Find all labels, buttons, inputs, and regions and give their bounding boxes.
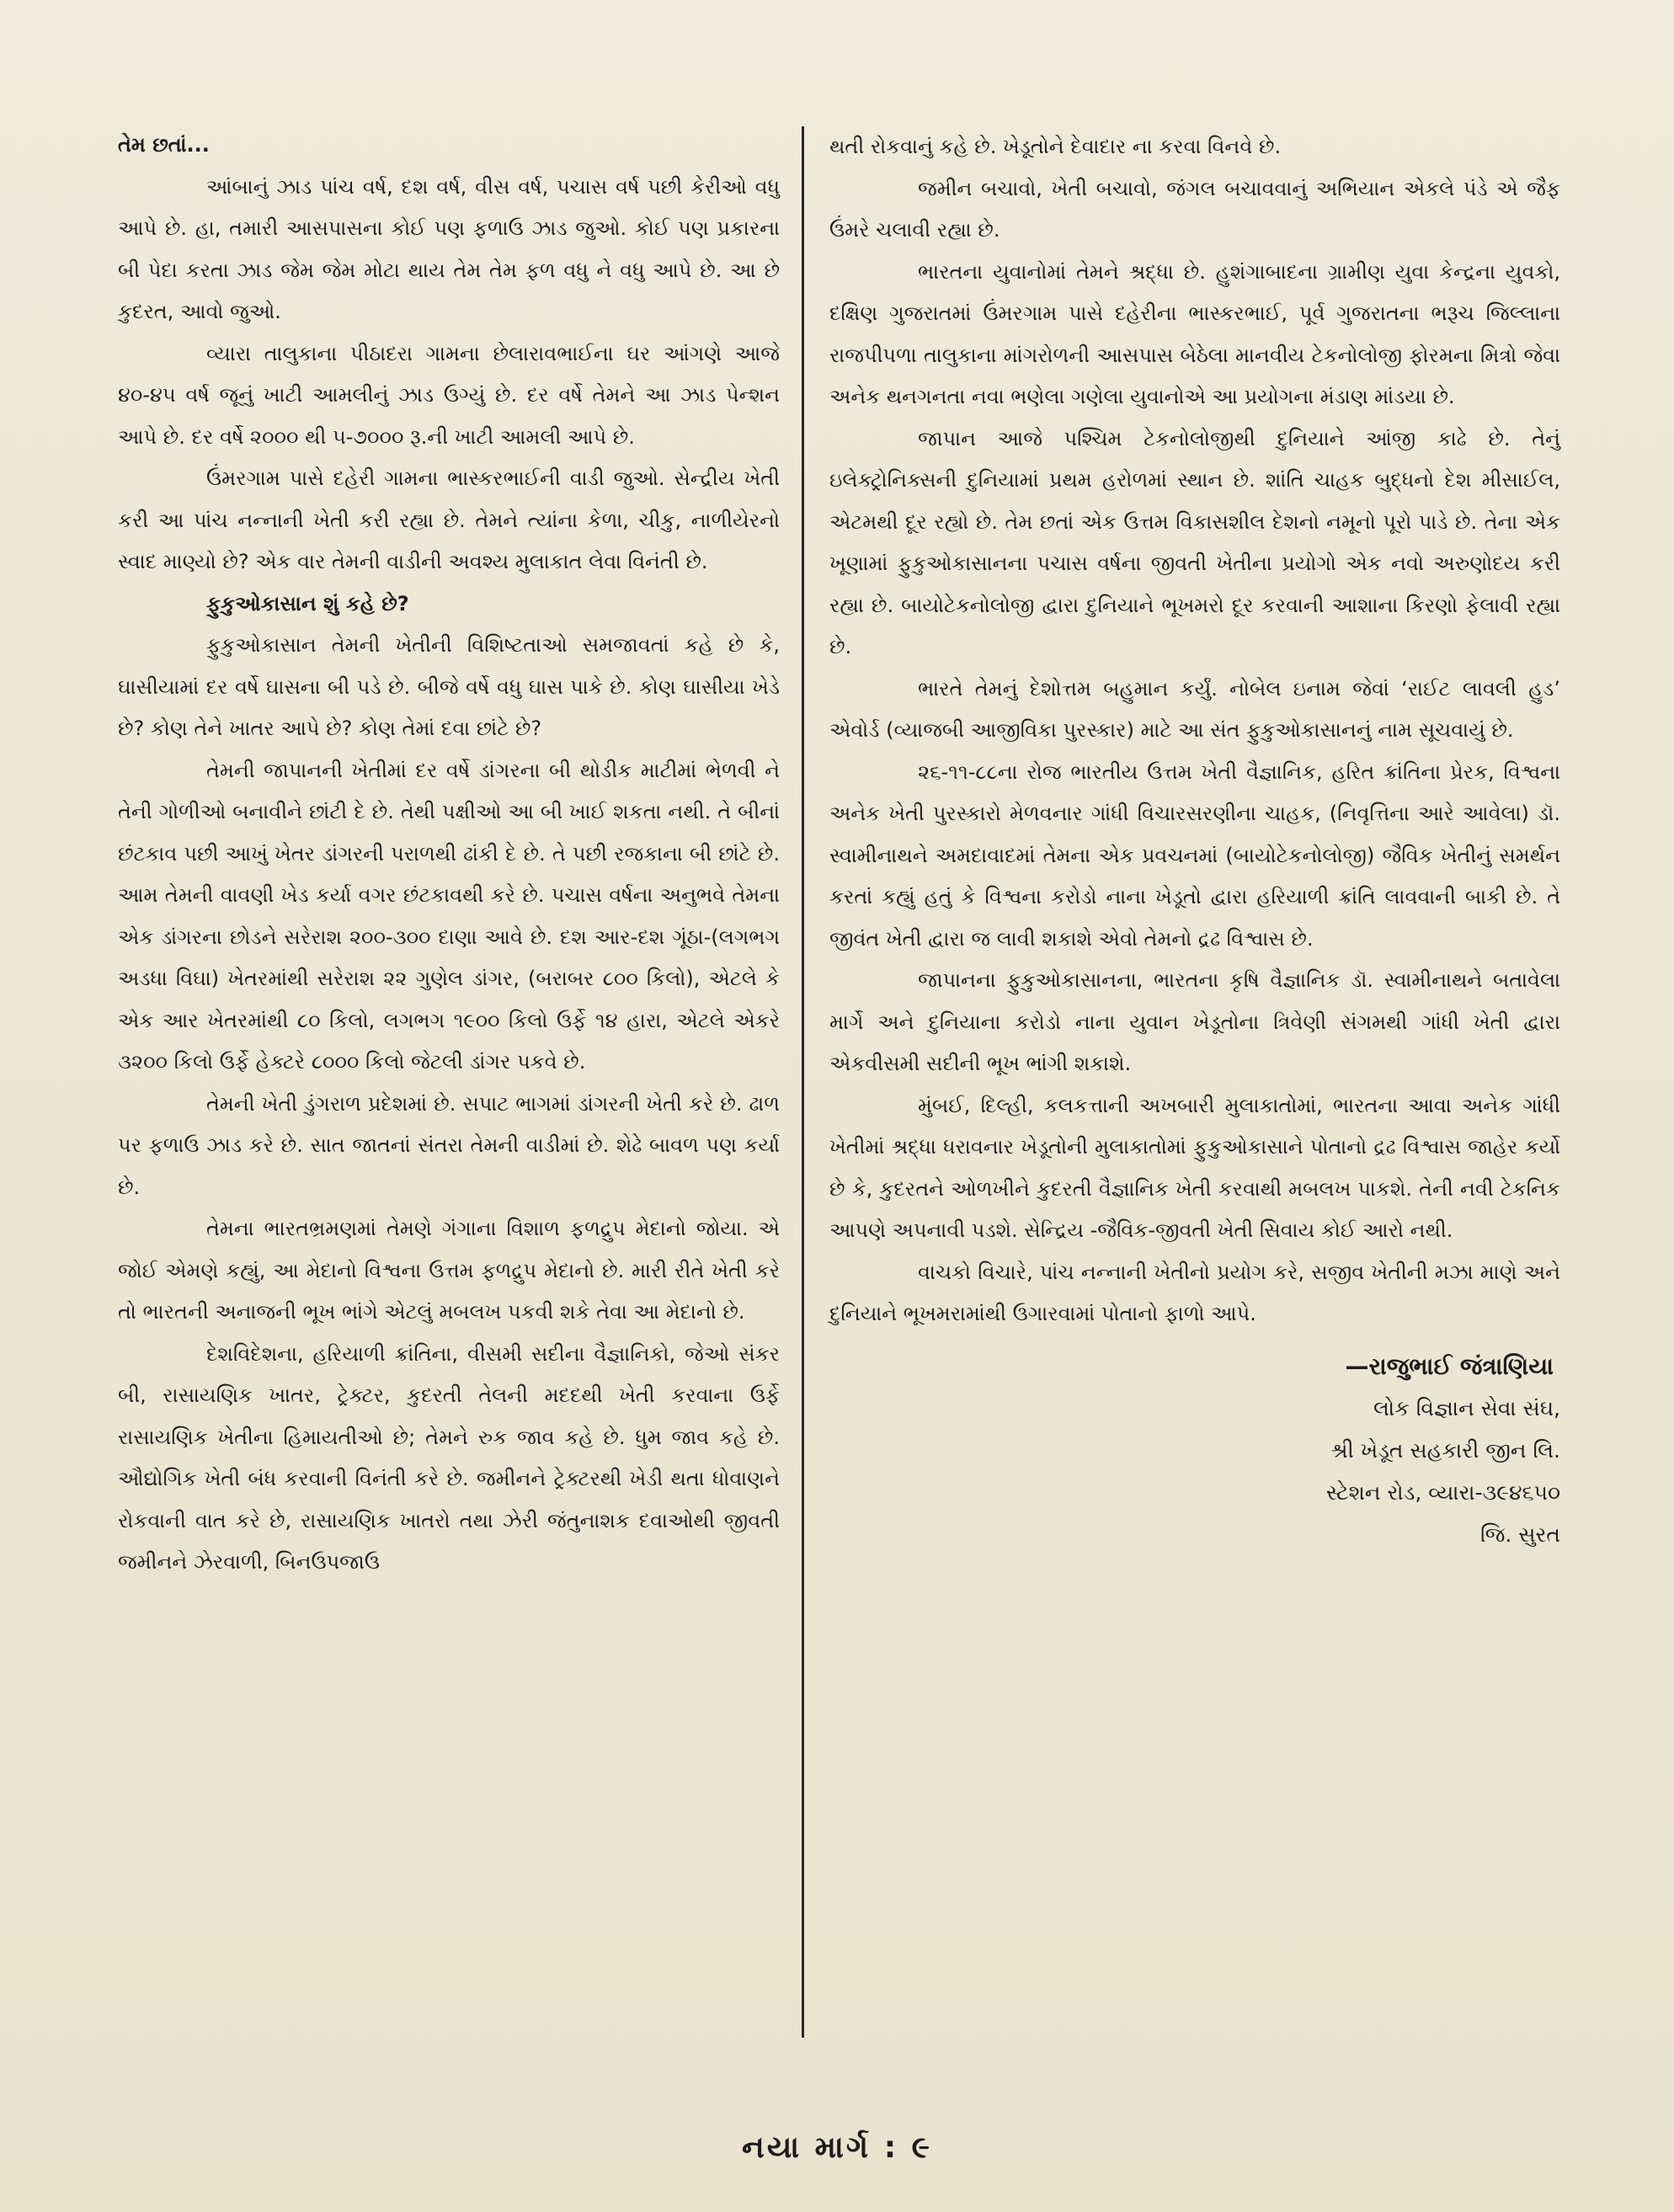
- paragraph: તેમ છતાં...: [118, 133, 210, 157]
- column-divider: [802, 126, 804, 2038]
- author-signature: [829, 1346, 1560, 1556]
- paragraph: વાચકો વિચારે, પાંચ નન્નાની ખેતીનો પ્રયોગ કરે, સજીવ ખેતીની મઝા માણે અને દુનિયાને ભૂખમરામાંથી ઉગારવામાં પોતાનો ફાળો આપે.: [829, 1260, 1560, 1325]
- author-name: —રાજુભાઈ જંત્રાણિયા: [1345, 1351, 1554, 1380]
- paragraph: તેમની જાપાનની ખેતીમાં દર વર્ષે ડાંગરના બી થોડીક માટીમાં ભેળવી ને તેની ગોળીઓ બનાવીને છાંટી દે છે. તેથી પક્ષીઓ આ બી ખાઈ શકતા નથી. તે બીનાં છંટકાવ પછી આખું ખેતર ડાંગરની પરાળથી ઢાંકી દે છે. તે પછી રજકાના બી છાંટે છે. આમ તેમની વાવણી ખેડ કર્યા વગર છંટકાવથી કરે છે. પચાસ વર્ષના અનુભવે તેમના એક ડાંગરના છોડને સરેરાશ ૨૦૦-૩૦૦ દાણા આવે છે. દશ આર-દશ ગૂંઠા-(લગભગ અડધા વિઘા) ખેતરમાંથી સરેરાશ ૨૨ ગુણેલ ડાંગર, (બરાબર ૮૦૦ કિલો), એટલે કે એક આર ખેતરમાંથી ૮૦ કિલો, લગભગ ૧૯૦૦ કિલો ઉર્ફે ૧૪ હારા, એટલે એકરે ૩૨૦૦ કિલો ઉર્ફે હેક્ટરે ૮૦૦૦ કિલો જેટલી ડાંગર પકવે છે.: [118, 758, 780, 1074]
- paragraph: ભારતના યુવાનોમાં તેમને શ્રદ્ધા છે. હુશંગાબાદના ગ્રામીણ યુવા કેન્દ્રના યુવકો, દક્ષિણ ગુજરાતમાં ઉંમરગામ પાસે દહેરીના ભાસ્કરભાઈ, પૂર્વ ગુજરાતના ભરૂચ જિલ્લાના રાજપીપળા તાલુકાના માંગરોળની આસપાસ બેઠેલા માનવીય ટેકનોલોજી ફોરમના મિત્રો જેવા અનેક થનગનતા નવા ભણેલા ગણેલા યુવાનોએ આ પ્રયોગના મંડાણ માંડયા છે.: [829, 259, 1560, 408]
- author-address: સ્ટેશન રોડ, વ્યારા-૩૯૪૬૫૦: [1325, 1479, 1560, 1505]
- author-institution: શ્રી ખેડૂત સહકારી જીન લિ.: [1330, 1437, 1560, 1463]
- paragraph: દેશવિદેશના, હરિયાળી ક્રાંતિના, વીસમી સદીના વૈજ્ઞાનિકો, જેઓ સંકર બી, રાસાયણિક ખાતર, ટ્રેક્ટર, કુદરતી તેલની મદદથી ખેતી કરવાના ઉર્ફે રાસાયણિક ખેતીના હિમાયતીઓ છે; તેમને રુક જાવ કહે છે. ધુમ જાવ કહે છે. ઔદ્યોગિક ખેતી બંધ કરવાની વિનંતી કરે છે. જમીનને ટ્રેક્ટરથી ખેડી થતા ધોવાણને રોકવાની વાત કરે છે, રાસાયણિક ખાતરો તથા ઝેરી જંતુનાશક દવાઓથી જીવતી જમીનને ઝેરવાળી, બિનઉપજાઉ: [118, 1341, 780, 1574]
- paragraph: તેમની ખેતી ડુંગરાળ પ્રદેશમાં છે. સપાટ ભાગમાં ડાંગરની ખેતી કરે છે. ઢાળ પર ફળાઉ ઝાડ કરે છે. સાત જાતનાં સંતરા તેમની વાડીમાં છે. શેઢે બાવળ પણ કર્યા છે.: [118, 1091, 780, 1199]
- left-column: [118, 125, 780, 1584]
- paragraph: ભારતે તેમનું દેશોત્તમ બહુમાન કર્યું. નોબેલ ઇનામ જેવાં ‘રાઈટ લાવલી હુડ’ એવોર્ડ (વ્યાજબી આજીવિકા પુરસ્કાર) માટે આ સંત ફુકુઓકાસાનનું નામ સૂચવાયું છે.: [829, 676, 1560, 742]
- author-district: જિ. સુરત: [1480, 1522, 1560, 1547]
- paragraph: થતી રોકવાનું કહે છે. ખેડૂતોને દેવાદાર ના કરવા વિનવે છે.: [829, 135, 1282, 158]
- author-organization: લોક વિજ્ઞાન સેવા સંઘ,: [1373, 1395, 1560, 1420]
- paragraph: જમીન બચાવો, ખેતી બચાવો, જંગલ બચાવવાનું અભિયાન એકલે પંડે એ જૈફ ઉંમરે ચલાવી રહ્યા છે.: [829, 176, 1560, 242]
- page-footer: નયા માર્ગ : ૯: [742, 2130, 932, 2165]
- paragraph: તેમના ભારતભ્રમણમાં તેમણે ગંગાના વિશાળ ફળદ્રુપ મેદાનો જોયા. એ જોઈ એમણે કહ્યું, આ મેદાનો વિશ્વના ઉત્તમ ફળદ્રુપ મેદાનો છે. મારી રીતે ખેતી કરે તો ભારતની અનાજની ભૂખ ભાંગે એટલું મબલખ પકવી શકે તેવા આ મેદાનો છે.: [118, 1217, 780, 1324]
- paragraph: ફુકુઓકાસાન તેમની ખેતીની વિશિષ્ટતાઓ સમજાવતાં કહે છે કે, ઘાસીયામાં દર વર્ષે ઘાસના બી પડે છે. બીજે વર્ષે વધુ ઘાસ પાકે છે. કોણ ઘાસીયા ખેડે છે? કોણ તેને ખાતર આપે છે? કોણ તેમાં દવા છાંટે છે?: [118, 633, 780, 740]
- paragraph: ૨૬-૧૧-૮૮ના રોજ ભારતીય ઉત્તમ ખેતી વૈજ્ઞાનિક, હરિત ક્રાંતિના પ્રેરક, વિશ્વના અનેક ખેતી પુરસ્કારો મેળવનાર ગાંધી વિચારસરણીના ચાહક, (નિવૃત્તિના આરે આવેલા) ડૉ. સ્વામીનાથને અમદાવાદમાં તેમના એક પ્રવચનમાં (બાયોટેકનોલોજી) જૈવિક ખેતીનું સમર્થન કરતાં કહ્યું હતું કે વિશ્વના કરોડો નાના ખેડૂતો દ્વારા હરિયાળી ક્રાંતિ લાવવાની બાકી છે. તે જીવંત ખેતી દ્વારા જ લાવી શકાશે એવો તેમનો દ્રઢ વિશ્વાસ છે.: [829, 760, 1560, 951]
- paragraph: જાપાનના ફુકુઓકાસાનના, ભારતના કૃષિ વૈજ્ઞાનિક ડૉ. સ્વામીનાથને બતાવેલા માર્ગે અને દુનિયાના કરોડો નાના યુવાન ખેડૂતોના ત્રિવેણી સંગમથી ગાંધી ખેતી દ્વારા એકવીસમી સદીની ભૂખ ભાંગી શકાશે.: [829, 968, 1560, 1075]
- section-heading: ફુકુઓકાસાન શું કહે છે?: [206, 591, 409, 616]
- paragraph: ઉંમરગામ પાસે દહેરી ગામના ભાસ્કરભાઈની વાડી જુઓ. સેન્દ્રીય ખેતી કરી આ પાંચ નન્નાની ખેતી કરી રહ્યા છે. તેમને ત્યાંના કેળા, ચીકુ, નાળીયેરનો સ્વાદ માણ્યો છે? એક વાર તેમની વાડીની અવશ્ય મુલાકાત લેવા વિનંતી છે.: [118, 466, 780, 573]
- paragraph: મુંબઈ, દિલ્હી, કલકત્તાની અખબારી મુલાકાતોમાં, ભારતના આવા અનેક ગાંધી ખેતીમાં શ્રદ્ધા ધરાવનાર ખેડૂતોની મુલાકાતોમાં ફુકુઓકાસાને પોતાનો દ્રઢ વિશ્વાસ જાહેર કર્યો છે કે, કુદરતને ઓળખીને કુદરતી વૈજ્ઞાનિક ખેતી કરવાથી મબલખ પાકશે. તેની નવી ટેકનિક આપણે અપનાવી પડશે. સેન્દ્રિય -જૈવિક-જીવતી ખેતી સિવાય કોઈ આરો નથી.: [829, 1093, 1560, 1242]
- right-column: [829, 126, 1560, 1556]
- paragraph: વ્યારા તાલુકાના પીઠાદરા ગામના છેલારાવભાઈના ઘર આંગણે આજે ૪૦-૪૫ વર્ષ જૂનું ખાટી આમલીનું ઝાડ ઉગ્યું છે. દર વર્ષે તેમને આ ઝાડ પેન્શન આપે છે. દર વર્ષે ૨૦૦૦ થી ૫-૭૦૦૦ રૂ.ની ખાટી આમલી આપે છે.: [118, 341, 780, 449]
- paragraph: જાપાન આજે પશ્ચિમ ટેકનોલોજીથી દુનિયાને આંજી કાઢે છે. તેનું ઇલેક્ટ્રોનિક્સની દુનિયામાં પ્રથમ હરોળમાં સ્થાન છે. શાંતિ ચાહક બુદ્ધનો દેશ મીસાઈલ, એટમથી દૂર રહ્યો છે. તેમ છતાં એક ઉત્તમ વિકાસશીલ દેશનો નમૂનો પૂરો પાડે છે. તેના એક ખૂણામાં ફુકુઓકાસાનના પચાસ વર્ષના જીવતી ખેતીના પ્રયોગો એક નવો અરુણોદય કરી રહ્યા છે. બાયોટેકનોલોજી દ્વારા દુનિયાને ભૂખમરો દૂર કરવાની આશાના કિરણો ફેલાવી રહ્યા છે.: [829, 426, 1560, 658]
- paragraph: આંબાનું ઝાડ પાંચ વર્ષ, દશ વર્ષ, વીસ વર્ષ, પચાસ વર્ષ પછી કેરીઓ વધુ આપે છે. હા, તમારી આસપાસના કોઈ પણ ફળાઉ ઝાડ જુઓ. કોઈ પણ પ્રકારના બી પેદા કરતા ઝાડ જેમ જેમ મોટા થાય તેમ તેમ ફળ વધુ ને વધુ આપે છે. આ છે કુદરત, આવો જુઓ.: [118, 174, 780, 323]
